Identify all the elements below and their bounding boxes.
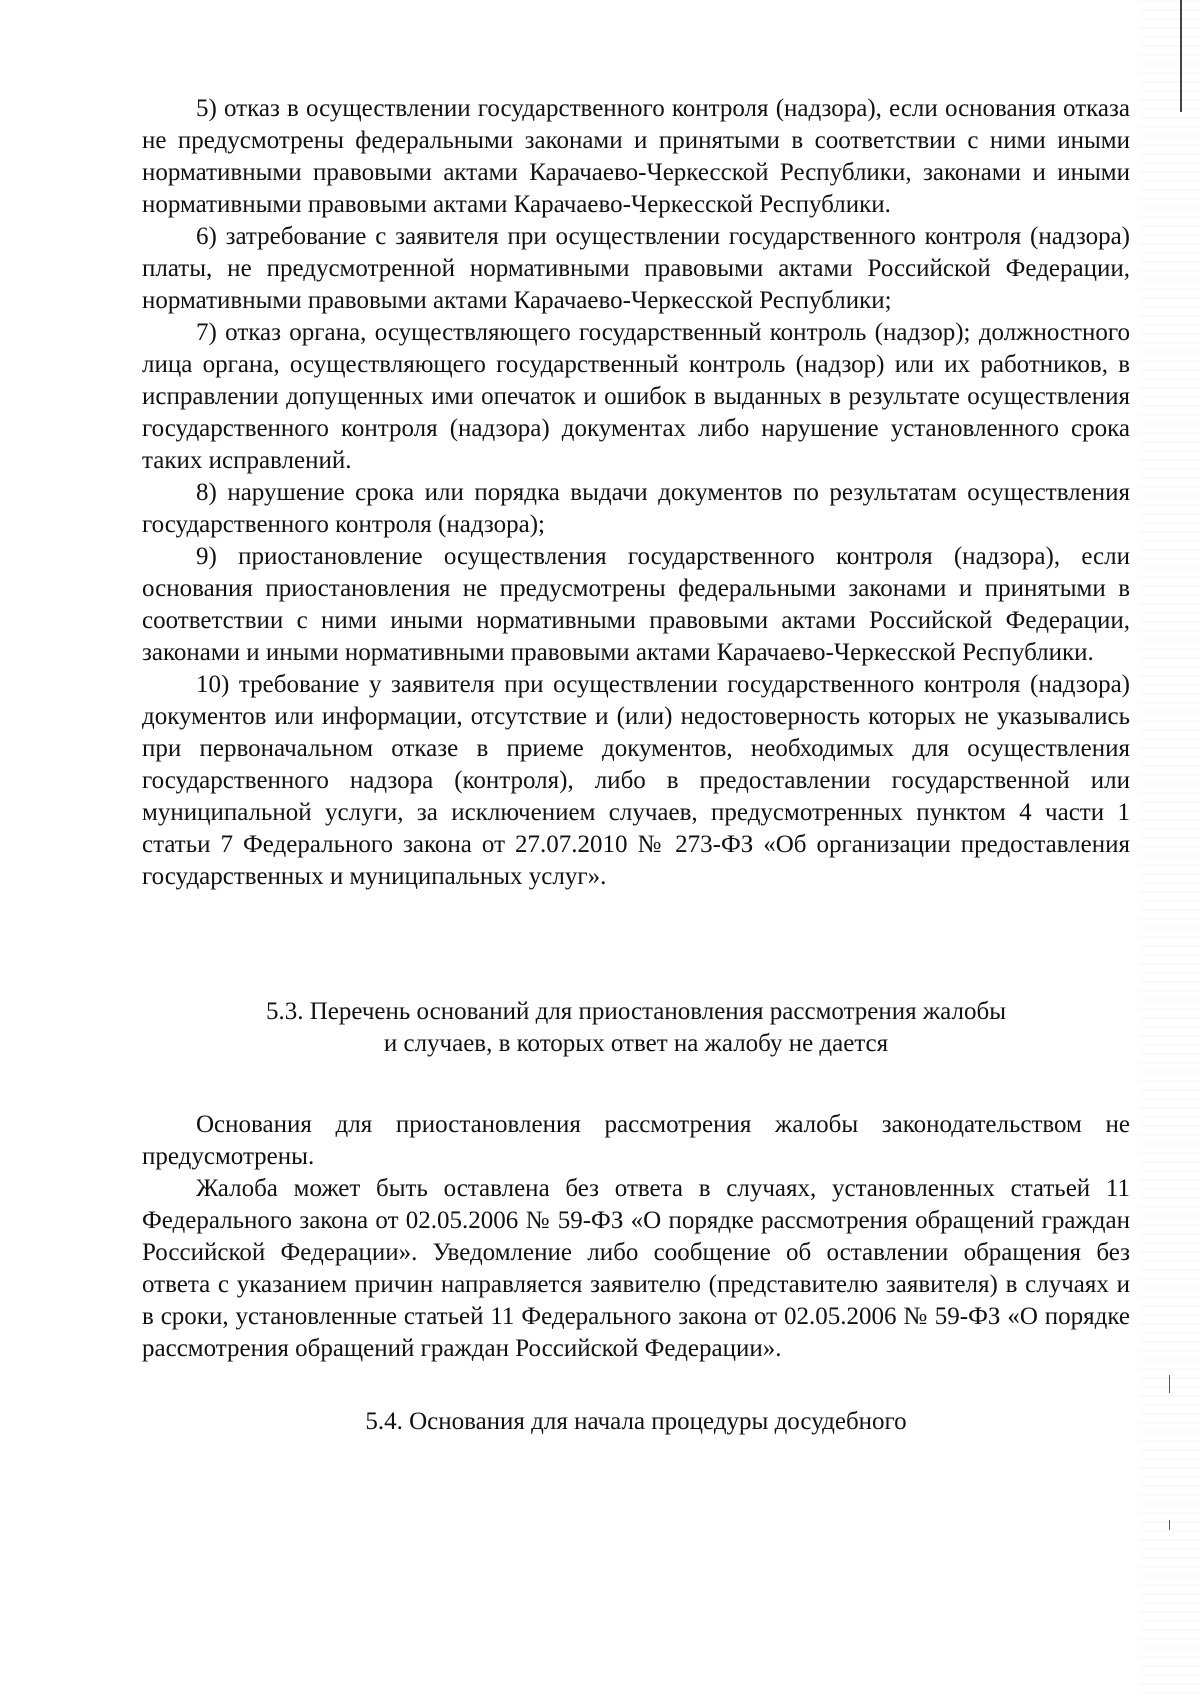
list-item-7: 7) отказ органа, осуществляющего государственный контроль (надзор); должностного лица органа, осуществляющего государственный контроль (надзор) или их работников, в исправлении допущенных ими опечаток и ошибок в выданных в результате осуществления государственного контроля (надзора) документах либо нарушение установленного срока таких исправлений.: [142, 319, 1130, 474]
spacer: [142, 1060, 1130, 1109]
section-5-4-heading: 5.4. Основания для начала процедуры досудебного: [365, 1408, 907, 1435]
spacer: [142, 1365, 1130, 1406]
list-item-6: 6) затребование с заявителя при осуществлении государственного контроля (надзора) платы, не предусмотренной нормативными правовыми актами Российской Федерации, нормативными правовыми актами Карачаево-Черкесской Республики;: [142, 223, 1130, 314]
section-5-3-heading: [142, 996, 1130, 1060]
scan-noise: [1140, 0, 1200, 1697]
list-item-5: 5) отказ в осуществлении государственного контроля (надзора), если основания отказа не предусмотрены федеральными законами и принятыми в соответствии с ними иными нормативными правовыми актами Карачаево-Черкесской Республики, законами и иными нормативными правовыми актами Карачаево-Черкесской Республики.: [142, 95, 1130, 218]
spacer: [142, 893, 1130, 996]
section-5-3-paragraph-2: Жалоба может быть оставлена без ответа в случаях, установленных статьей 11 Федерального закона от 02.05.2006 № 59-ФЗ «О порядке рассмотрения обращений граждан Российской Федерации». Уведомление либо сообщение об оставлении обращения без ответа с указанием причин направляется заявителю (представителю заявителя) в случаях и в сроки, установленные статьей 11 Федерального закона от 02.05.2006 № 59-ФЗ «О порядке рассмотрения обращений граждан Российской Федерации».: [142, 1175, 1130, 1362]
list-item-8: 8) нарушение срока или порядка выдачи документов по результатам осуществления государственного контроля (надзора);: [142, 479, 1130, 538]
list-item-9: 9) приостановление осуществления государственного контроля (надзора), если основания приостановления не предусмотрены федеральными законами и принятыми в соответствии с ними иными нормативными правовыми актами Российской Федерации, законами и иными нормативными правовыми актами Карачаево-Черкесской Республики.: [142, 543, 1130, 666]
section-5-3-heading-line1: 5.3. Перечень оснований для приостановления рассмотрения жалобы: [265, 998, 1006, 1025]
scan-mark: [1169, 1520, 1170, 1530]
document-body: [142, 93, 1130, 1438]
section-5-3-paragraph-1: Основания для приостановления рассмотрения жалобы законодательством не предусмотрены.: [142, 1111, 1130, 1170]
list-item-10: 10) требование у заявителя при осуществлении государственного контроля (надзора) документов или информации, отсутствие и (или) недостоверность которых не указывались при первоначальном отказе в приеме документов, необходимых для осуществления государственного надзора (контроля), либо в предоставлении государственной или муниципальной услуги, за исключением случаев, предусмотренных пунктом 4 части 1 статьи 7 Федерального закона от 27.07.2010 № 273-ФЗ «Об организации предоставления государственных и муниципальных услуг».: [142, 671, 1130, 890]
scan-mark: [1169, 1375, 1170, 1393]
section-5-3-heading-line2: и случаев, в которых ответ на жалобу не дается: [383, 1030, 889, 1057]
scan-edge-line: [1180, 0, 1182, 112]
